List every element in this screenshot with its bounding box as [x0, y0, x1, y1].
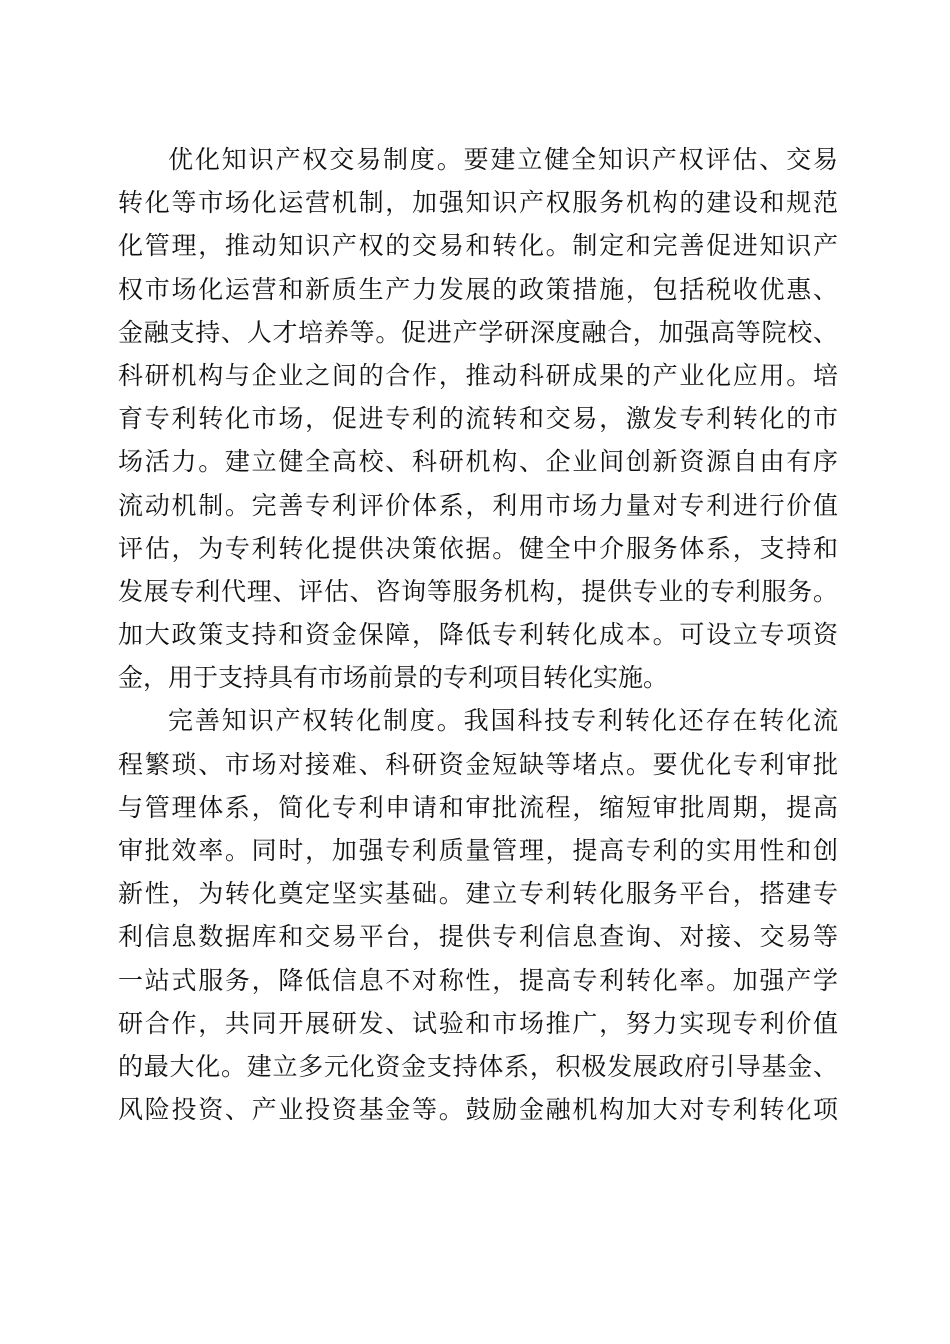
document-body: [118, 138, 838, 1131]
text-line: 审批效率。同时，加强专利质量管理，提高专利的实用性和创: [118, 836, 838, 865]
text-line: 加大政策支持和资金保障，降低专利转化成本。可设立专项资: [118, 620, 838, 650]
text-line: 风险投资、产业投资基金等。鼓励金融机构加大对专利转化项: [118, 1095, 838, 1125]
text-line: 研合作，共同开展研发、试验和市场推广，努力实现专利价值: [118, 1008, 838, 1038]
text-line: 转化等市场化运营机制，加强知识产权服务机构的建设和规范: [118, 188, 838, 218]
text-line: 新性，为转化奠定坚实基础。建立专利转化服务平台，搭建专: [118, 879, 838, 909]
text-line: 金融支持、人才培养等。促进产学研深度融合，加强高等院校、: [118, 317, 838, 347]
text-line: 利信息数据库和交易平台，提供专利信息查询、对接、交易等: [118, 922, 838, 952]
text-line: 与管理体系，简化专利申请和审批流程，缩短审批周期，提高: [118, 792, 838, 822]
paragraph-ip-trading: [118, 138, 838, 699]
text-line: 完善知识产权转化制度。我国科技专利转化还存在转化流: [168, 706, 838, 736]
text-line: 科研机构与企业之间的合作，推动科研成果的产业化应用。培: [118, 360, 838, 390]
text-line: 金，用于支持具有市场前景的专利项目转化实施。: [118, 663, 669, 693]
text-line: 流动机制。完善专利评价体系，利用市场力量对专利进行价值: [118, 490, 838, 520]
paragraph-ip-conversion: [118, 699, 838, 1131]
text-line: 优化知识产权交易制度。要建立健全知识产权评估、交易: [168, 145, 838, 174]
text-line: 场活力。建立健全高校、科研机构、企业间创新资源自由有序: [118, 447, 838, 477]
text-line: 的最大化。建立多元化资金支持体系，积极发展政府引导基金、: [118, 1051, 838, 1081]
text-line: 发展专利代理、评估、咨询等服务机构，提供专业的专利服务。: [118, 576, 838, 606]
text-line: 程繁琐、市场对接难、科研资金短缺等堵点。要优化专利审批: [118, 749, 838, 779]
text-line: 一站式服务，降低信息不对称性，提高专利转化率。加强产学: [118, 965, 838, 995]
text-line: 权市场化运营和新质生产力发展的政策措施，包括税收优惠、: [118, 274, 838, 304]
text-line: 化管理，推动知识产权的交易和转化。制定和完善促进知识产: [118, 231, 838, 261]
text-line: 评估，为专利转化提供决策依据。健全中介服务体系，支持和: [118, 533, 838, 563]
text-line: 育专利转化市场，促进专利的流转和交易，激发专利转化的市: [118, 404, 838, 434]
